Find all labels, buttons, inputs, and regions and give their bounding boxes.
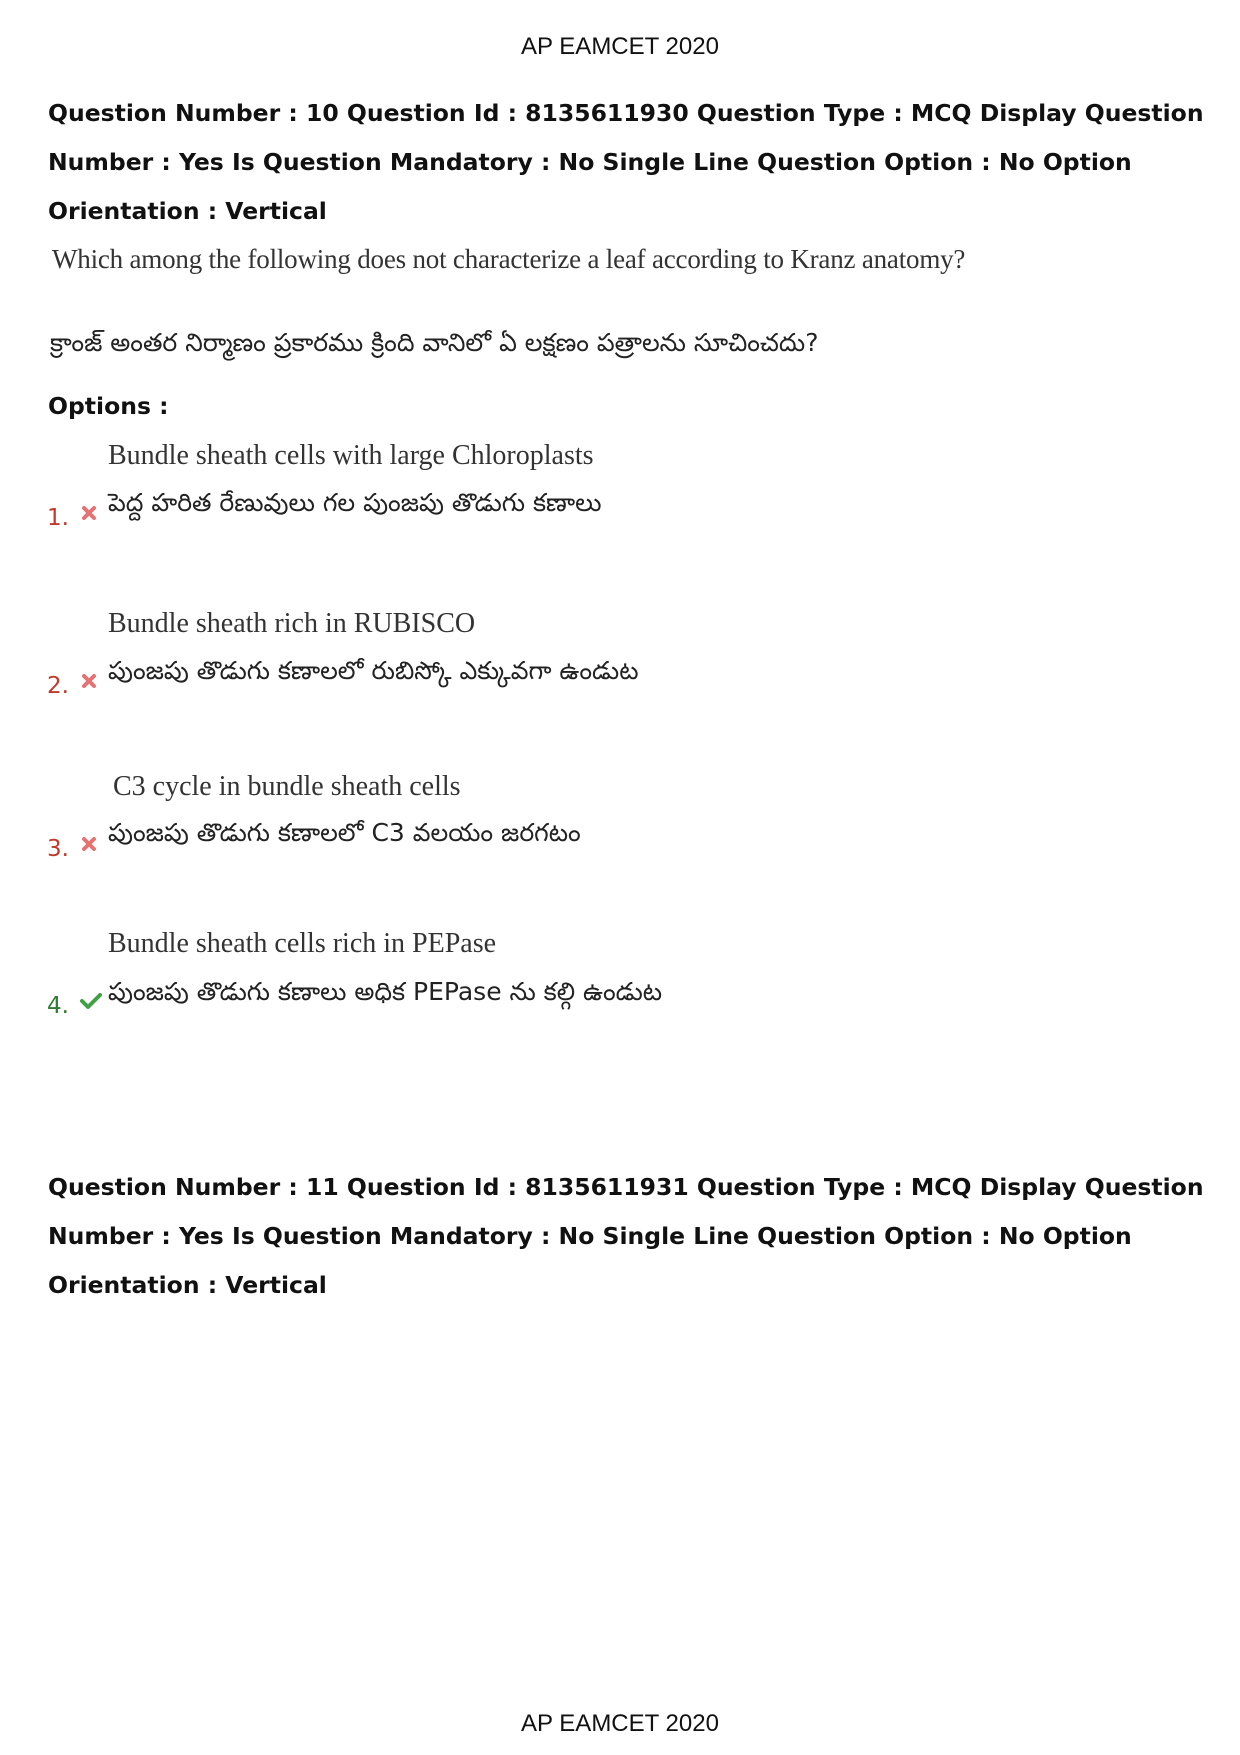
option-2 [0,608,1240,738]
option-text-telugu: పుంజపు తొడుగు కణాలు అధిక PEPase ను కల్గి ఉండుట [108,977,663,1006]
option-text-telugu: పుంజపు తొడుగు కణాలలో C3 వలయం జరగటం [108,818,581,847]
option-text-english: Bundle sheath cells rich in PEPase [108,928,497,959]
cross-icon [79,834,99,854]
check-icon [79,991,99,1011]
question-meta-line: Number : Yes Is Question Mandatory : No Single Line Question Option : No Option [48,148,1132,176]
page-footer: AP EAMCET 2020 [521,1710,719,1737]
option-1 [0,440,1240,570]
question-text-telugu: క్రాంజ్ అంతర నిర్మాణం ప్రకారము క్రింది వానిలో ఏ లక్షణం పత్రాలను సూచించదు? [50,328,819,357]
question-meta-line: Orientation : Vertical [48,1271,327,1299]
cross-icon [79,671,99,691]
question-10-meta [48,89,1204,236]
option-text-english: Bundle sheath cells with large Chloroplasts [108,440,594,471]
question-text-english: Which among the following does not characterize a leaf according to Kranz anatomy? [52,244,966,274]
option-number: 2. [47,673,69,699]
question-meta-line: Question Number : 11 Question Id : 8135611931 Question Type : MCQ Display Question [48,1173,1204,1201]
question-11-meta [48,1163,1204,1310]
option-text-english: C3 cycle in bundle sheath cells [113,771,461,802]
option-text-telugu: పెద్ద హరిత రేణువులు గల పుంజపు తొడుగు కణాలు [108,488,602,517]
page-header: AP EAMCET 2020 [521,33,719,60]
option-number: 3. [47,836,69,862]
option-4 [0,928,1240,1058]
question-meta-line: Orientation : Vertical [48,197,327,225]
option-number: 1. [47,505,69,531]
option-number: 4. [47,993,69,1019]
option-text-telugu: పుంజపు తొడుగు కణాలలో రుబిస్కో ఎక్కువగా ఉండుట [108,656,639,685]
question-meta-line: Question Number : 10 Question Id : 8135611930 Question Type : MCQ Display Question [48,99,1204,127]
option-text-english: Bundle sheath rich in RUBISCO [108,608,476,639]
options-label: Options : [48,392,169,420]
option-3 [0,771,1240,901]
cross-icon [79,503,99,523]
question-meta-line: Number : Yes Is Question Mandatory : No Single Line Question Option : No Option [48,1222,1132,1250]
